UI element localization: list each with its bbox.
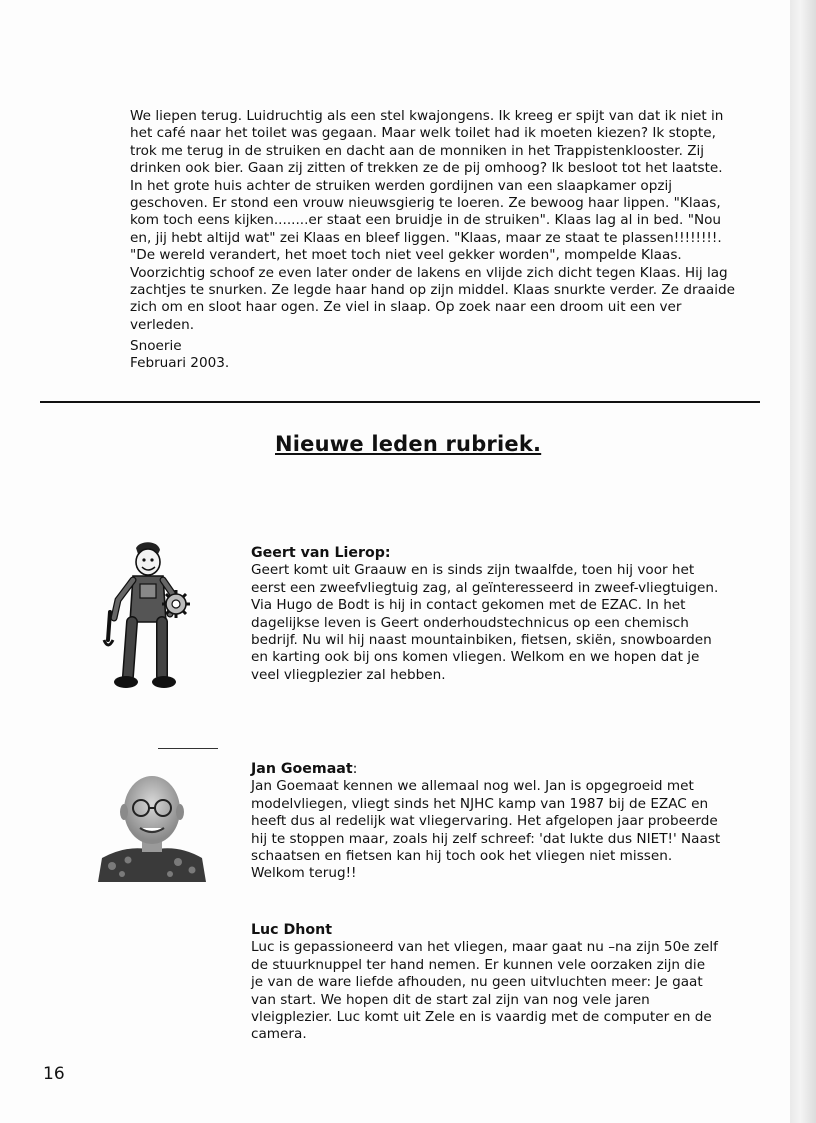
story-date: Februari 2003.: [130, 355, 230, 372]
page-number: 16: [43, 1064, 65, 1084]
mechanic-cartoon-icon: [100, 540, 190, 692]
member-name: Geert van Lierop:: [251, 545, 391, 561]
member-bio: Jan Goemaat kennen we allemaal nog wel. Jan is opgegroeid met modelvliegen, vliegt sinds het NJHC kamp van 1987 bij de EZAC en heeft dus al redelijk wat vliegervaring. Het afgelopen jaar probeerde hij te stoppen maar, zoals hij zelf schreef: 'dat lukte dus NIET!' Naast schaatsen en fietsen kan hij toch ook het vliegen niet missen. Welkom terug!!: [251, 778, 721, 882]
small-divider: [158, 748, 218, 749]
member-bio: Luc is gepassioneerd van het vliegen, maar gaat nu –na zijn 50e zelf de stuurknuppel ter hand nemen. Er kunnen vele oorzaken zijn die je van de ware liefde afhouden, nu geen uitvluchten meer: Je gaat van start. We hopen dit de start zal zijn van nog vele jaren vleigplezier. Luc komt uit Zele en is vaardig met de computer en de camera.: [251, 939, 718, 1043]
story-signature: [130, 338, 229, 373]
story-author: Snoerie: [130, 338, 182, 354]
story-text: [130, 108, 740, 334]
portrait-photo-icon: [98, 766, 206, 882]
member-geert: [251, 545, 721, 684]
member-luc: [251, 922, 721, 1044]
section-title: Nieuwe leden rubriek.: [275, 432, 542, 456]
section-divider: [40, 401, 760, 403]
member-jan: [251, 761, 721, 883]
page-edge: [790, 0, 816, 1123]
member-name: Jan Goemaat:: [251, 761, 358, 777]
member-name: Luc Dhont: [251, 922, 332, 938]
story-paragraph-3: Voorzichtig schoof ze even later onder de lakens en vlijde zich dicht tegen Klaas. Hij lag zachtjes te snurken. Ze legde haar hand op zijn middel. Klaas snurkte verder. Ze draaide zich om en sloot haar ogen. Ze viel in slaap. Op zoek naar een droom uit een ver verleden.: [130, 264, 736, 333]
member-bio: Geert komt uit Graauw en is sinds zijn twaalfde, toen hij voor het eerst een zweefvliegtuig zag, al geïnteresseerd in zweef-vliegtuigen. Via Hugo de Bodt is hij in contact gekomen met de EZAC. In het dagelijkse leven is Geert onderhoudstechnicus op een chemisch bedrijf. Nu wil hij naast mountainbiken, fietsen, skiën, snowboarden en karting ook bij ons komen vliegen. Welkom en we hopen dat je veel vliegplezier zal hebben.: [251, 562, 719, 683]
story-paragraph-1: We liepen terug. Luidruchtig als een stel kwajongens. Ik kreeg er spijt van dat ik niet in het café naar het toilet was gegaan. Maar welk toilet had ik moeten kiezen? Ik stopte, trok me terug in de struiken en dacht aan de monniken in het Trappistenklooster. Zij drinken ook bier. Gaan zij zitten of trekken ze de pij omhoog? Ik besloot tot het laatste.: [130, 108, 724, 177]
story-paragraph-2: In het grote huis achter de struiken werden gordijnen van een slaapkamer opzij geschoven. Er stond een vrouw nieuwsgierig te loeren. Ze bewoog haar lippen. "Klaas, kom toch eens kijken........er staat een bruidje in de struiken". Klaas lag al in bed. "Nou en, jij hebt altijd wat" zei Klaas en bleef liggen. "Klaas, maar ze staat te plassen!!!!!!!!. "De wereld verandert, het moet toch niet veel gekker worden", mompelde Klaas.: [130, 177, 722, 264]
